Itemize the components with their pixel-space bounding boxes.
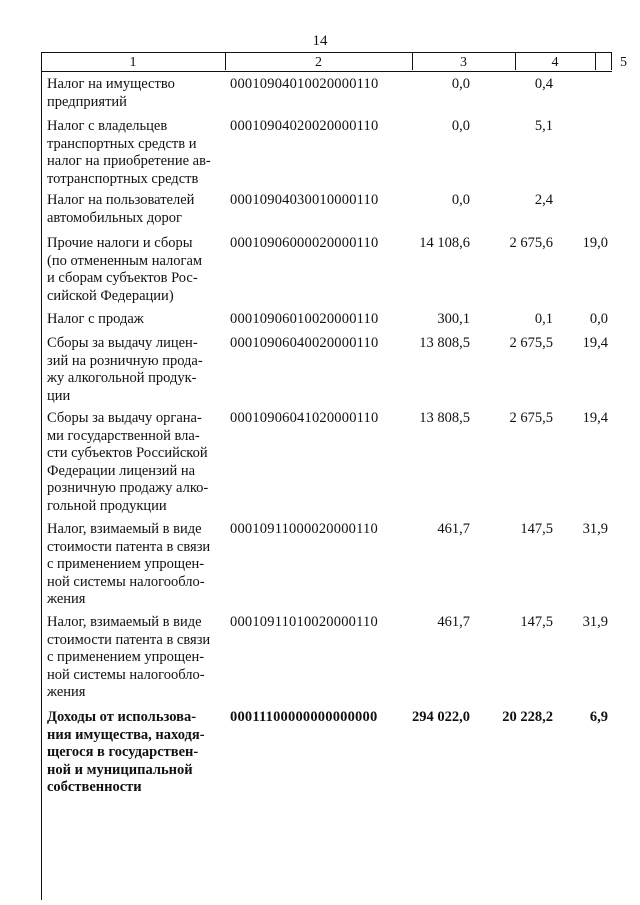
row-value-col5: 31,9 <box>582 521 608 537</box>
row-code-cell: 00010906041020000110 <box>230 410 379 426</box>
row-name-cell: Сборы за выдачу органа- ми государственной вла- сти субъектов Российской Федерации лицензий на розничную продажу алко- гольной продукции <box>47 410 209 514</box>
row-value-col3: 461,7 <box>437 521 470 537</box>
row-name-cell: Прочие налоги и сборы (по отмененным налогам и сборам субъектов Рос- сийской Федерации) <box>47 235 203 304</box>
page-number: 14 <box>312 33 328 49</box>
row-name-cell: Налог с продаж <box>47 311 144 327</box>
row-code-cell: 00010911000020000110 <box>230 521 378 537</box>
row-value-col4: 0,1 <box>534 311 553 327</box>
row-value-col3: 13 808,5 <box>419 410 470 426</box>
row-code-cell: 00010906040020000110 <box>230 335 379 351</box>
row-code-cell: 00010906010020000110 <box>230 311 379 327</box>
row-value-col3: 0,0 <box>451 118 470 134</box>
row-value-col4: 2,4 <box>534 192 553 208</box>
row-value-col5: 6,9 <box>589 709 608 725</box>
row-code-cell: 00010904020020000110 <box>230 118 379 134</box>
row-name-cell: Сборы за выдачу лицен- зий на розничную прода- жу алкогольной продук- ции <box>47 335 203 404</box>
table-rule-line <box>41 52 42 70</box>
row-value-col3: 461,7 <box>437 614 470 630</box>
column-header-5: 5 <box>620 55 627 70</box>
column-header-4: 4 <box>551 55 559 70</box>
row-value-col3: 300,1 <box>437 311 470 327</box>
row-name-cell: Налог на пользователей автомобильных дорог <box>47 192 195 226</box>
table-rule-line <box>41 70 42 900</box>
row-value-col4: 2 675,5 <box>509 335 553 351</box>
row-value-col4: 20 228,2 <box>502 709 553 725</box>
column-header-3: 3 <box>460 55 467 70</box>
row-code-cell: 00011100000000000000 <box>230 709 378 725</box>
row-value-col5: 0,0 <box>589 311 608 327</box>
row-value-col5: 19,0 <box>582 235 608 251</box>
row-value-col4: 147,5 <box>520 614 553 630</box>
row-value-col4: 2 675,6 <box>509 235 553 251</box>
row-name-cell: Налог, взимаемый в виде стоимости патента в связи с применением упрощен- ной системы налогообло- жения <box>47 521 211 607</box>
table-rule-line <box>595 52 596 70</box>
row-name-cell: Налог на имущество предприятий <box>47 76 175 110</box>
row-value-col4: 0,4 <box>534 76 553 92</box>
column-header-1: 1 <box>129 55 137 70</box>
row-value-col4: 2 675,5 <box>509 410 553 426</box>
row-value-col5: 19,4 <box>582 410 608 426</box>
row-value-col3: 13 808,5 <box>419 335 470 351</box>
row-value-col3: 0,0 <box>451 192 470 208</box>
row-value-col5: 19,4 <box>582 335 608 351</box>
table-header-row <box>41 52 627 72</box>
row-value-col5: 31,9 <box>582 614 608 630</box>
row-value-col3: 0,0 <box>451 76 470 92</box>
row-value-col3: 294 022,0 <box>412 709 470 725</box>
table-rule-line <box>515 52 516 70</box>
row-value-col4: 147,5 <box>520 521 553 537</box>
row-code-cell: 00010911010020000110 <box>230 614 378 630</box>
row-value-col4: 5,1 <box>534 118 553 134</box>
row-name-cell: Доходы от использова- ния имущества, находя- щегося в государствен- ной и муниципальной собственности <box>47 709 205 795</box>
row-value-col3: 14 108,6 <box>419 235 470 251</box>
column-header-2: 2 <box>315 55 322 70</box>
table-rule-line <box>412 52 413 70</box>
table-rule-line <box>225 52 226 70</box>
row-name-cell: Налог с владельцев транспортных средств и налог на приобретение ав- тотранспортных средств <box>47 118 211 187</box>
row-name-cell: Налог, взимаемый в виде стоимости патента в связи с применением упрощен- ной системы налогообло- жения <box>47 614 211 700</box>
table-rule-line <box>611 52 612 70</box>
row-code-cell: 00010904030010000110 <box>230 192 379 208</box>
row-code-cell: 00010906000020000110 <box>230 235 379 251</box>
row-code-cell: 00010904010020000110 <box>230 76 379 92</box>
